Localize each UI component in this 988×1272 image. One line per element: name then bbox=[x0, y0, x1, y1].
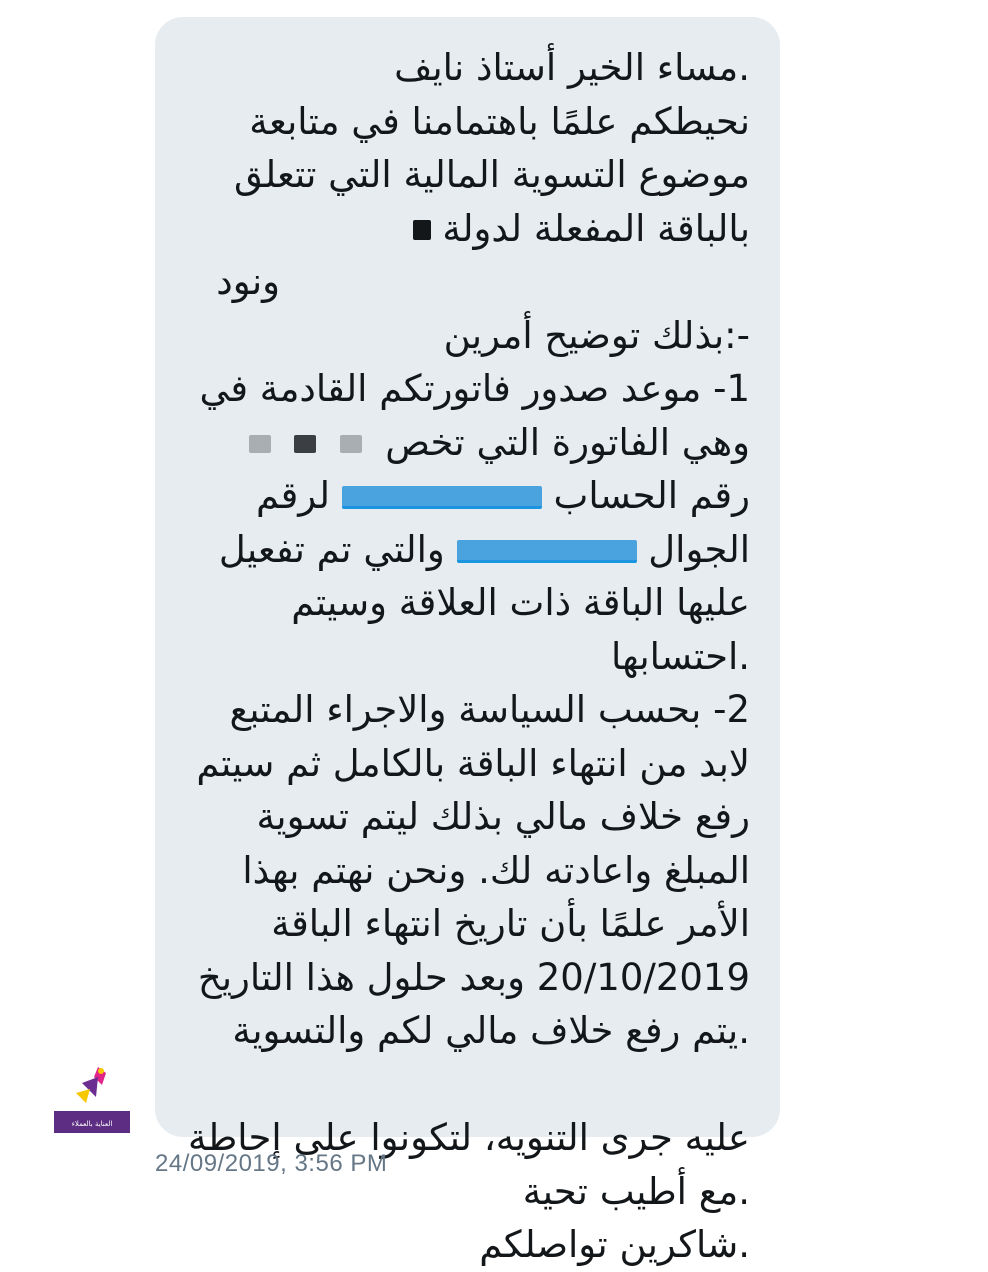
message-timestamp: 24/09/2019, 3:56 PM bbox=[155, 1150, 388, 1177]
message-line bbox=[170, 202, 750, 256]
message-line: .احتسابها bbox=[611, 634, 750, 678]
message-line: المبلغ واعادته لك. ونحن نهتم بهذا bbox=[242, 848, 750, 892]
message-line: موضوع التسوية المالية التي تتعلق bbox=[233, 153, 750, 196]
message-line: عليها الباقة ذات العلاقة وسيتم bbox=[291, 581, 750, 624]
message-fragment: وهي الفاتورة التي تخص bbox=[385, 420, 750, 464]
message-line: الأمر علمًا بأن تاريخ انتهاء الباقة bbox=[271, 902, 750, 945]
message-line: نحيطكم علمًا باهتمامنا في متابعة bbox=[249, 99, 750, 143]
message-fragment: الجوال bbox=[648, 527, 750, 571]
message-line: 1- موعد صدور فاتورتكم القادمة في bbox=[199, 367, 750, 410]
blank-line bbox=[170, 1058, 750, 1112]
message-line: 2- بحسب السياسة والاجراء المتبع bbox=[229, 688, 750, 731]
redacted-date bbox=[340, 435, 362, 453]
message-fragment: لرقم bbox=[255, 474, 330, 517]
redacted-mobile-number-link[interactable] bbox=[457, 540, 637, 563]
message-line: .يتم رفع خلاف مالي لكم والتسوية bbox=[232, 1009, 750, 1052]
message-line bbox=[170, 523, 750, 577]
redacted-account-number-link[interactable] bbox=[342, 486, 542, 509]
message-line: رفع خلاف مالي بذلك ليتم تسوية bbox=[256, 795, 750, 838]
message-line: عليه جرى التنويه، لتكونوا على إحاطة bbox=[187, 1116, 750, 1159]
message-fragment: والتي تم تفعيل bbox=[218, 527, 445, 571]
avatar-caption: العناية بالعملاء bbox=[71, 1120, 113, 1128]
message-line: -:بذلك توضيح أمرين bbox=[443, 313, 750, 357]
message-line: .مساء الخير أستاذ نايف bbox=[394, 46, 750, 89]
message-line: .شاكرين تواصلكم bbox=[479, 1223, 750, 1266]
redacted-country bbox=[413, 220, 431, 240]
redacted-date bbox=[249, 435, 271, 453]
message-line bbox=[170, 255, 750, 309]
message-text bbox=[170, 41, 750, 1272]
sender-avatar[interactable] bbox=[54, 1057, 130, 1133]
message-line bbox=[170, 469, 750, 523]
message-fragment: ونود bbox=[216, 260, 280, 303]
message-fragment: رقم الحساب bbox=[553, 474, 750, 517]
brand-logo-icon bbox=[68, 1063, 116, 1111]
message-line bbox=[170, 416, 750, 470]
message-fragment: بالباقة المفعلة لدولة bbox=[442, 206, 750, 250]
message-line: .مع أطيب تحية bbox=[522, 1169, 750, 1213]
redacted-date bbox=[294, 435, 316, 453]
message-line: لابد من انتهاء الباقة بالكامل ثم سيتم bbox=[196, 741, 750, 785]
message-line: 20/10/2019 وبعد حلول هذا التاريخ bbox=[197, 955, 750, 999]
